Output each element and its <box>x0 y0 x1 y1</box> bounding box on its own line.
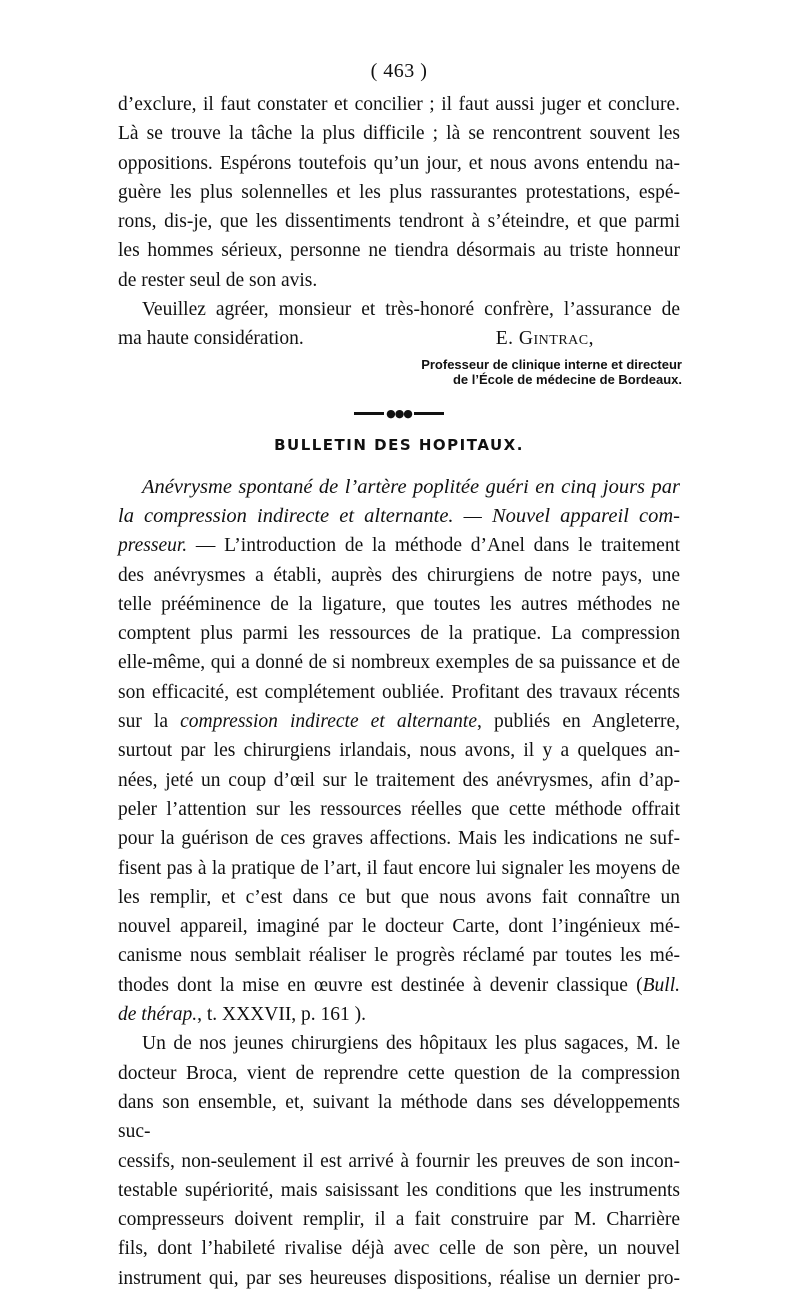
text-line: fils, dont l’habileté rivalise déjà avec celle de son père, un nouvel <box>118 1238 680 1260</box>
text-span: , t. XXXVII, p. 161 ). <box>197 1004 367 1026</box>
text-line <box>118 1000 680 1029</box>
text-line: rons, dis-je, que les dissentiments tendront à s’éteindre, et que parmi <box>118 211 680 233</box>
text-span: , publiés en Angleterre, <box>476 711 681 733</box>
text-line: les remplir, et c’est dans ce but que nous avons fait connaître un <box>118 886 680 908</box>
text-line: surtout par les chirurgiens irlandais, nous avons, il y a quelques an- <box>118 740 680 762</box>
text-line: compresseurs doivent remplir, il a fait construire par M. Charrière <box>118 1209 680 1231</box>
article-title-end: presseur. <box>118 535 188 557</box>
text-line: comptent plus parmi les ressources de la pratique. La compression <box>118 623 680 645</box>
text-span: sur la <box>118 711 181 733</box>
citation-text: Bull. <box>642 974 680 996</box>
closing-line: Veuillez agréer, monsieur et très-honoré confrère, l’assurance de <box>142 299 680 321</box>
article-paragraph-2 <box>118 1029 680 1293</box>
letter-closing <box>118 295 680 387</box>
text-line: Un de nos jeunes chirurgiens des hôpitaux les plus sagaces, M. le <box>142 1033 680 1055</box>
text-line: des anévrysmes a établi, auprès des chirurgiens de notre pays, une <box>118 564 680 586</box>
signature-title-line: Professeur de clinique interne et directeur <box>421 356 682 372</box>
text-line: les hommes sérieux, personne ne tiendra désormais au triste honneur <box>118 240 680 262</box>
text-line: dans son ensemble, et, suivant la méthode dans ses développements suc- <box>118 1091 680 1143</box>
text-line: nouvel appareil, imaginé par le docteur Carte, dont l’ingénieux mé- <box>118 916 680 938</box>
closing-signature-row <box>118 324 680 353</box>
text-line: telle prééminence de la ligature, que toutes les autres méthodes ne <box>118 593 680 615</box>
text-line: elle-même, qui a donné de si nombreux exemples de sa puissance et de <box>118 652 680 674</box>
text-line: guère les plus solennelles et les plus rassurantes protestations, espé- <box>118 181 680 203</box>
text-line: canisme nous semblait réaliser le progrès réclamé par toutes les mé- <box>118 945 680 967</box>
signature-name: E. Gintrac, <box>495 328 594 350</box>
text-line: son efficacité, est complétement oubliée. Profitant des travaux récents <box>118 681 680 703</box>
text-line: fisent pas à la pratique de l’art, il faut encore lui signaler les moyens de <box>118 857 680 879</box>
text-line <box>118 707 680 736</box>
letter-paragraph <box>118 90 680 295</box>
signature-title <box>118 357 682 387</box>
article-title-line: Anévrysme spontané de l’artère poplitée guéri en cinq jours par <box>142 475 680 498</box>
divider-bar-right <box>414 412 444 415</box>
emphasis-text: compression indirecte et alternante <box>180 711 477 733</box>
text-line: pour la guérison de ces graves affections. Mais les indications ne suf- <box>118 828 680 850</box>
text-line: testable supériorité, mais saisissant les conditions que les instruments <box>118 1179 680 1201</box>
text-line: docteur Broca, vient de reprendre cette question de la compression <box>118 1062 680 1084</box>
signature-title-line: de l’École de médecine de Bordeaux. <box>452 371 682 387</box>
text-line: peler l’attention sur les ressources réelles que cette méthode offrait <box>118 798 680 820</box>
text-line: oppositions. Espérons toutefois qu’un jour, et nous avons entendu na- <box>118 152 680 174</box>
text-line: cessifs, non-seulement il est arrivé à fournir les preuves de son incon- <box>118 1150 680 1172</box>
text-line <box>118 531 680 560</box>
text-line: instrument qui, par ses heureuses dispositions, réalise un dernier pro- <box>118 1267 680 1289</box>
page-number: ( 463 ) <box>370 60 428 82</box>
divider-dots: ●●● <box>386 406 412 420</box>
article-paragraph <box>118 473 680 1030</box>
text-span: thodes dont la mise en œuvre est destinée à devenir classique ( <box>118 974 643 996</box>
divider-bar-left <box>354 412 384 415</box>
article-title-line: la compression indirecte et alternante. — Nouvel appareil com- <box>118 504 680 527</box>
text-line: Là se trouve la tâche la plus difficile ; là se rencontrent souvent les <box>118 123 680 145</box>
text-line: de rester seul de son avis. <box>118 269 318 291</box>
text-span: — L’introduction de la méthode d’Anel dans le traitement <box>187 535 680 557</box>
text-line: nées, jeté un coup d’œil sur le traitement des anévrysmes, afin d’ap- <box>118 769 680 791</box>
section-divider-ornament <box>118 406 680 420</box>
citation-text: de thérap. <box>118 1004 198 1026</box>
section-heading: BULLETIN DES HOPITAUX. <box>274 435 524 454</box>
closing-line: ma haute considération. <box>118 328 304 350</box>
text-line <box>118 971 680 1000</box>
book-page <box>118 56 680 1293</box>
text-line: d’exclure, il faut constater et concilier ; il faut aussi juger et conclure. <box>118 94 680 115</box>
